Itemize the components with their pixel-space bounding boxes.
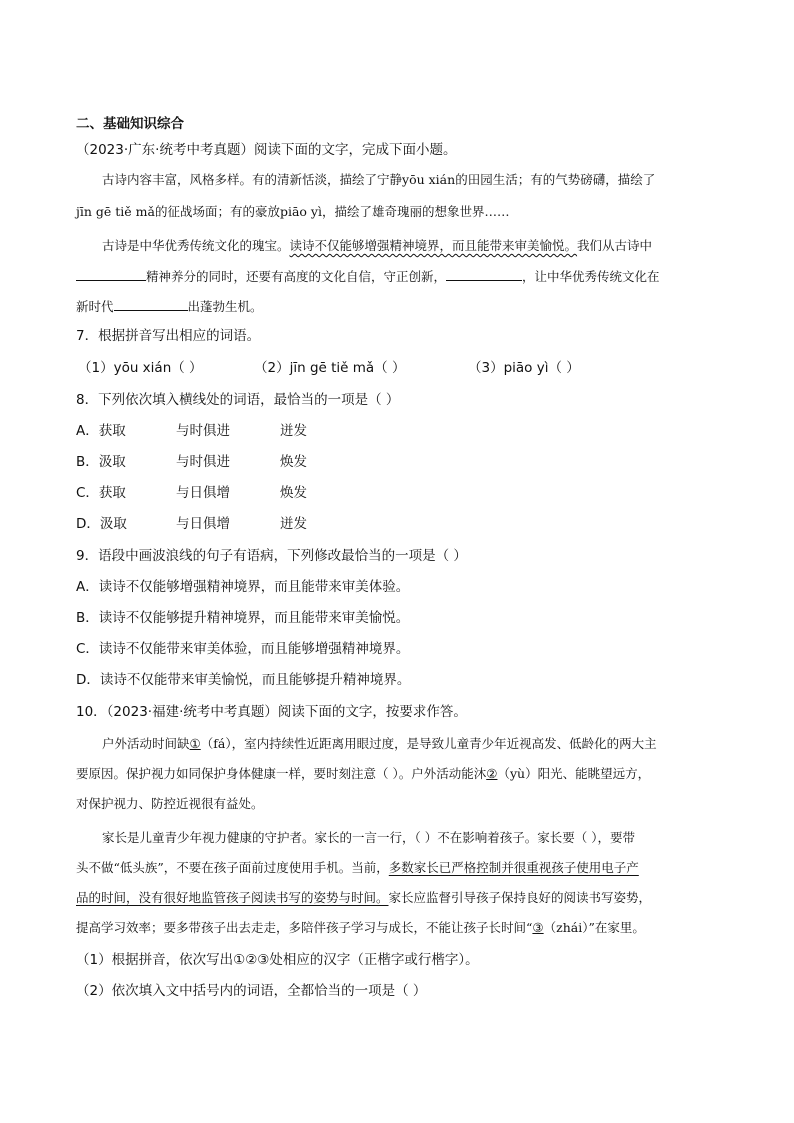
q9-option-b[interactable]: B．读诗不仅能够提升精神境界，而且能带来审美愉悦。: [76, 610, 410, 626]
passage-paragraph-1-cont: jīn gē tiě mǎ的征战场面；有的豪放piāo yì，描绘了雄奇瑰丽的想象世界……: [76, 204, 510, 219]
passage-paragraph-4-cont1: 头不做“低头族”，不要在孩子面前过度使用手机。当前，多数家长已严格控制并很重视孩子使用电子产: [76, 860, 639, 875]
fill-blank-3: [114, 296, 188, 311]
passage-paragraph-2-cont: 精神养分的同时，还要有高度的文化自信，守正创新， ，让中华优秀传统文化在: [76, 266, 660, 287]
passage-paragraph-2: 古诗是中华优秀传统文化的瑰宝。读诗不仅能够增强精神境界，而且能带来审美愉悦。我们从古诗中: [102, 238, 653, 253]
passage-paragraph-3-cont: 要原因。保护视力如同保护身体健康一样，要时刻注意（ ）。户外活动能沐②（yù）阳光、能眺望远方，: [76, 766, 651, 781]
question-7: 7．根据拼音写出相应的词语。: [76, 328, 261, 344]
passage-paragraph-1: 古诗内容丰富，风格多样。有的清新恬淡，描绘了宁静yōu xián的田园生活；有的气势磅礴，描绘了: [102, 172, 656, 187]
question-10-part-2: （2）依次填入文中括号内的词语，全都恰当的一项是（ ）: [76, 983, 427, 999]
underlined-sentence-2: 品的时间，没有很好地监管孩子阅读书写的姿势与时间。: [76, 890, 389, 905]
q7-item-3: （3）piāo yì（ ）: [468, 360, 580, 376]
question-9: 9．语段中画波浪线的句子有语病，下列修改最恰当的一项是（ ）: [76, 548, 467, 564]
passage-paragraph-3: 户外活动时间缺①（fá），室内持续性近距离用眼过度，是导致儿童青少年近视高发、低龄化的两大主: [102, 736, 657, 751]
q7-item-2: （2）jīn gē tiě mǎ（ ）: [254, 360, 406, 376]
passage-paragraph-2-end: 新时代 出蓬勃生机。: [76, 296, 263, 317]
passage-paragraph-4-cont3: 提高学习效率；要多带孩子出去走走，多陪伴孩子学习与成长，不能让孩子长时间“③（zhái）”在家里。: [76, 920, 645, 935]
passage-paragraph-4-cont2: 品的时间，没有很好地监管孩子阅读书写的姿势与时间。家长应监督引导孩子保持良好的阅读书写姿势，: [76, 890, 652, 905]
q8-option-b[interactable]: B．汲取 与时俱进 焕发: [76, 454, 307, 470]
q9-option-a[interactable]: A．读诗不仅能够增强精神境界，而且能带来审美体验。: [76, 579, 410, 595]
question-8: 8．下列依次填入横线处的词语，最恰当的一项是（ ）: [76, 392, 400, 408]
wavy-underlined-sentence: 读诗不仅能够增强精神境界，而且能带来审美愉悦。: [289, 238, 578, 253]
question-intro: （2023·广东·统考中考真题）阅读下面的文字，完成下面小题。: [76, 142, 457, 158]
q8-option-a[interactable]: A．获取 与时俱进 迸发: [76, 423, 307, 439]
q7-item-1: （1）yōu xián（ ）: [78, 360, 203, 376]
section-title: 二、基础知识综合: [76, 116, 184, 132]
q8-option-c[interactable]: C．获取 与日俱增 焕发: [76, 485, 307, 501]
q9-option-c[interactable]: C．读诗不仅能带来审美体验，而且能够增强精神境界。: [76, 641, 410, 657]
underlined-sentence-1: 多数家长已严格控制并很重视孩子使用电子产: [388, 860, 639, 875]
question-10: 10．（2023·福建·统考中考真题）阅读下面的文字，按要求作答。: [76, 704, 467, 720]
passage-paragraph-4: 家长是儿童青少年视力健康的守护者。家长的一言一行，（ ）不在影响着孩子。家长要（ ），要带: [102, 830, 635, 845]
q9-option-d[interactable]: D．读诗不仅能带来审美愉悦，而且能够提升精神境界。: [76, 672, 411, 688]
question-7-items: [78, 358, 580, 378]
fill-blank-1: [76, 266, 146, 281]
q8-option-d[interactable]: D．汲取 与日俱增 迸发: [76, 516, 307, 532]
passage-paragraph-3-end: 对保护视力、防控近视很有益处。: [76, 796, 264, 811]
fill-blank-2: [446, 266, 522, 281]
question-10-part-1: （1）根据拼音，依次写出①②③处相应的汉字（正楷字或行楷字）。: [76, 952, 479, 968]
